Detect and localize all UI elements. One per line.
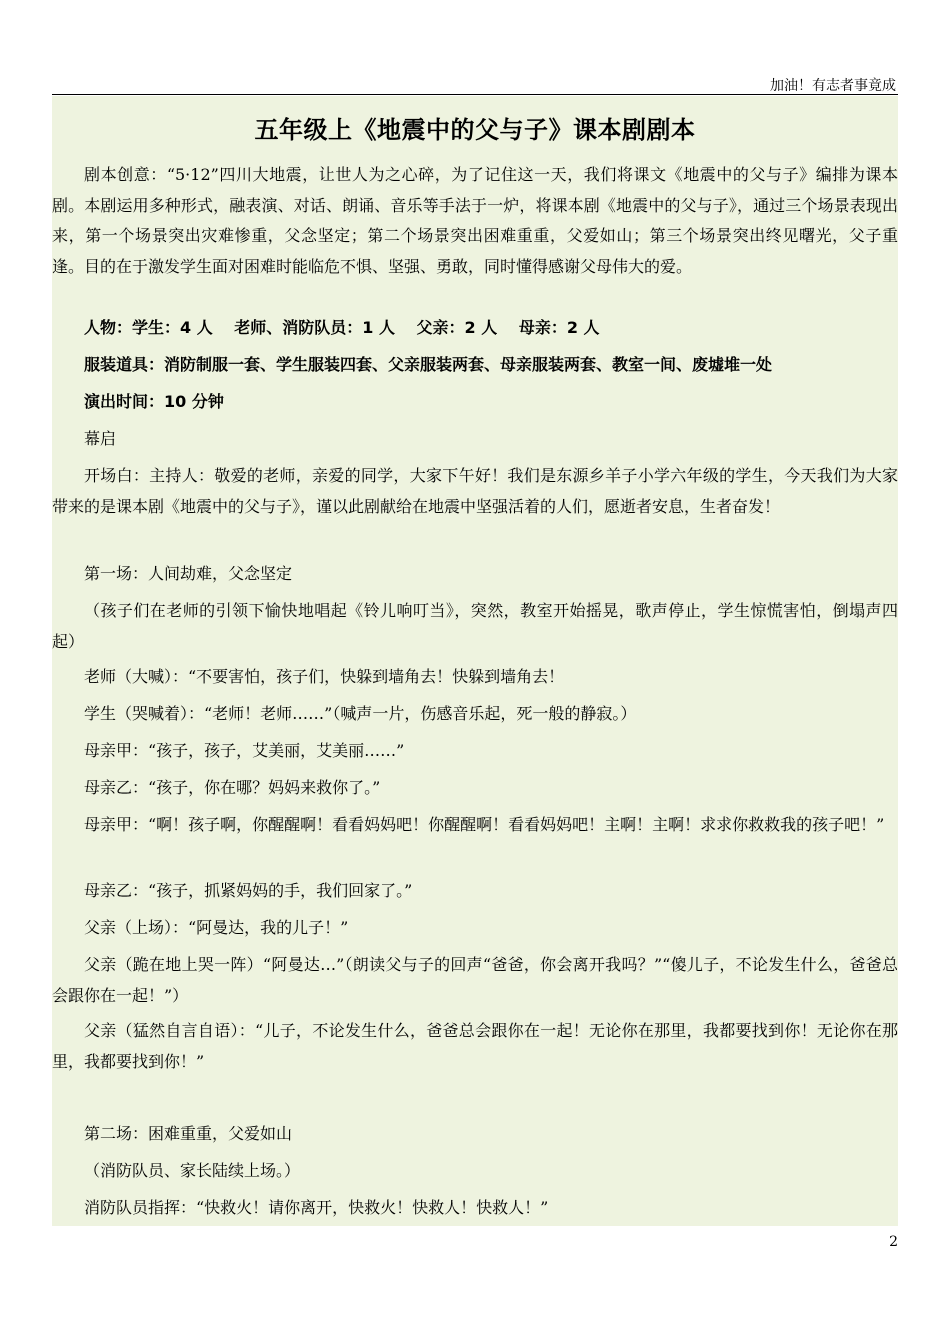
paragraph-duration: 演出时间：10 分钟 — [84, 392, 224, 411]
paragraph-props: 服装道具：消防制服一套、学生服装四套、父亲服装两套、母亲服装两套、教室一间、废墟堆一处 — [84, 355, 773, 374]
document-title: 五年级上《地震中的父与子》课本剧剧本 — [254, 115, 696, 144]
paragraph-scene-2: 第二场：困难重重，父爱如山 — [84, 1124, 293, 1143]
paragraph-firefighter: 消防队员指挥：“快救火！请你离开，快救火！快救人！快救人！” — [84, 1198, 549, 1217]
paragraph-father-kneel: 父亲（跪在地上哭一阵）“阿曼达…”（朗读父与子的回声“爸爸，你会离开我吗？”“傻儿子，不论发生什么，爸爸总会跟你在一起！”） — [52, 955, 898, 1005]
page-header — [52, 72, 898, 95]
paragraph-mother-b-1: 母亲乙：“孩子，你在哪？妈妈来救你了。” — [84, 778, 381, 797]
paragraph-students: 学生（哭喊着）：“老师！老师……”（喊声一片，伤感音乐起，死一般的静寂。） — [84, 704, 637, 723]
paragraph-characters: 人物：学生：4 人 老师、消防队员：1 人 父亲：2 人 母亲：2 人 — [84, 318, 600, 337]
paragraph-stage-direction-1: （孩子们在老师的引领下愉快地唱起《铃儿响叮当》，突然，教室开始摇晃，歌声停止，学生惊慌害怕，倒塌声四起） — [52, 601, 898, 651]
paragraph-mother-b-2: 母亲乙：“孩子，抓紧妈妈的手，我们回家了。” — [84, 881, 413, 900]
page-number: 2 — [889, 1234, 898, 1250]
paragraph-stage-direction-2: （消防队员、家长陆续上场。） — [84, 1161, 301, 1180]
paragraph-mother-a-1: 母亲甲：“孩子，孩子，艾美丽，艾美丽……” — [84, 741, 405, 760]
paragraph-scene-1: 第一场：人间劫难，父念坚定 — [84, 564, 293, 583]
paragraph-opening: 开场白：主持人：敬爱的老师，亲爱的同学，大家下午好！我们是东源乡羊子小学六年级的学生，今天我们为大家带来的是课本剧《地震中的父与子》，谨以此剧献给在地震中坚强活着的人们，愿逝者安息，生者奋发！ — [52, 466, 898, 516]
paragraph-intro: 剧本创意：“5·12”四川大地震，让世人为之心碎，为了记住这一天，我们将课文《地震中的父与子》编排为课本剧。本剧运用多种形式，融表演、对话、朗诵、音乐等手法于一炉，将课本剧《地震中的父与子》，通过三个场景表现出来，第一个场景突出灾难惨重，父念坚定；第二个场景突出困难重重，父爱如山；第三个场景突出终见曙光，父子重逢。目的在于激发学生面对困难时能临危不惧、坚强、勇敢，同时懂得感谢父母伟大的爱。 — [52, 165, 898, 276]
document-body — [52, 96, 898, 1226]
paragraph-teacher: 老师（大喊）：“不要害怕，孩子们，快躲到墙角去！快躲到墙角去！ — [84, 667, 565, 686]
paragraph-mother-a-2: 母亲甲：“啊！孩子啊，你醒醒啊！看看妈妈吧！你醒醒啊！看看妈妈吧！主啊！主啊！求求你救救我的孩子吧！” — [84, 815, 885, 834]
paragraph-curtain: 幕启 — [84, 429, 117, 448]
paragraph-father-enter: 父亲（上场）：“阿曼达，我的儿子！” — [84, 918, 349, 937]
header-motto: 加油！有志者事竟成 — [770, 78, 896, 94]
paragraph-father-monologue: 父亲（猛然自言自语）：“儿子，不论发生什么，爸爸总会跟你在一起！无论你在那里，我都要找到你！无论你在那里，我都要找到你！” — [52, 1021, 898, 1071]
